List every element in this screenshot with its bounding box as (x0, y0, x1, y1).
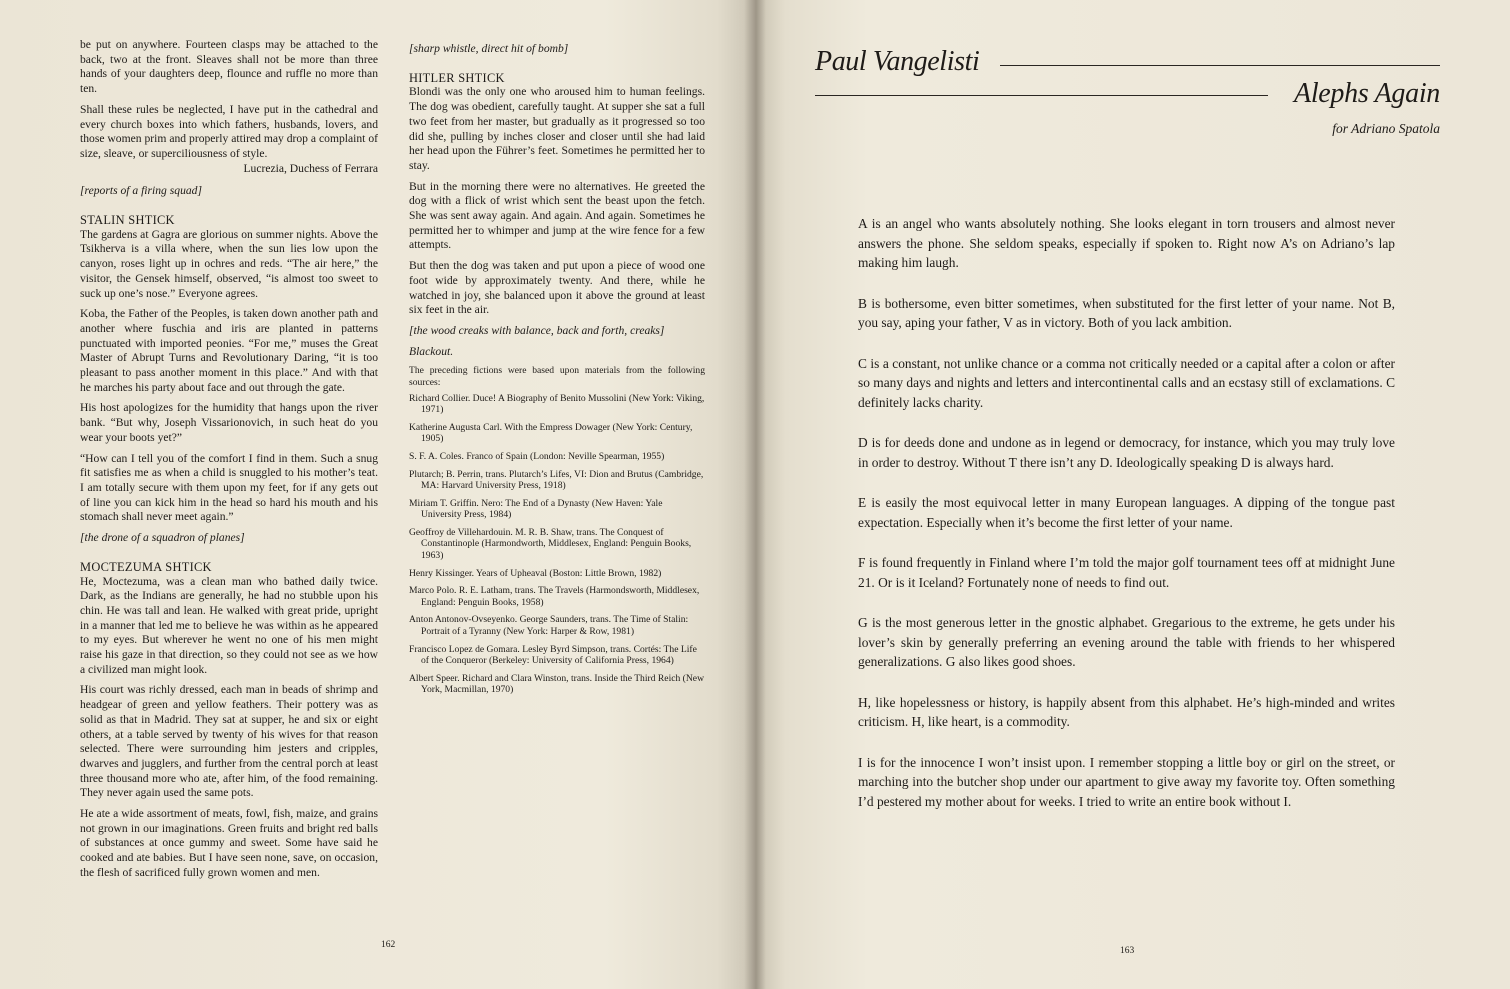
letter-paragraph: A is an angel who wants absolutely nothing. She looks elegant in torn trousers and almost never answers the phone. She seldom speaks, especially if spoken to. Right now A’s on Adriano’s lap making him laugh. (858, 216, 1395, 270)
stage-direction: Blackout. (409, 344, 454, 358)
paragraph: Shall these rules be neglected, I have put in the cathedral and every church boxes into which fathers, husbands, lovers, and those women prim and properly attired may drop a complaint of size, sleave, or superciliousness of style. (80, 102, 378, 160)
stage-direction: [reports of a firing squad] (80, 184, 202, 198)
section-heading-moctezuma: MOCTEZUMA SHTICK (80, 559, 212, 574)
letter-paragraph: F is found frequently in Finland where I’m told the major golf tournament tees off at midnight June 21. Or is it Iceland? Fortunately none of needs to find out. (858, 555, 1395, 590)
paragraph: Koba, the Father of the Peoples, is taken down another path and another where fuschia and iris are planted in patterns punctuated with imported peonies. “For me,” muses the Great Master of Abrupt Turns and Revolutionary Daring, “it is too pleasant to pass another moment in this place.” And with that he marches his party about face and out through the gate. (80, 307, 378, 394)
paragraph: The gardens at Gagra are glorious on summer nights. Above the Tsikherva is a villa where, when the sun lies low upon the canyon, roses light up in ochres and reds. “The air here,” the visitor, the Gensek himself, observed, “is almost too sweet to suck up one’s nose.” Everyone agrees. (80, 227, 378, 300)
sources-list (409, 365, 705, 696)
source-entry: Katherine Augusta Carl. With the Empress Dowager (New York: Century, 1905) (409, 421, 693, 445)
paragraph: But in the morning there were no alternatives. He greeted the dog with a flick of wrist which sent the beast upon the fetch. She was sent away again. And again. And again. Sometimes he permitted her to whimper and jump at the wire fence for a few attempts. (409, 179, 705, 252)
sources-intro: The preceding fictions were based upon materials from the following sources: (409, 365, 705, 388)
source-entry: Anton Antonov-Ovseyenko. George Saunders, trans. The Time of Stalin: Portrait of a Tyranny (New York: Harper & Row, 1981) (409, 614, 689, 638)
source-entry: Marco Polo. R. E. Latham, trans. The Travels (Harmondsworth, Middlesex, England: Penguin Books, 1958) (409, 585, 700, 608)
letter-paragraph: E is easily the most equivocal letter in many European languages. A dipping of the tongue past expectation. Especially when it’s become the first letter of your name. (858, 495, 1395, 530)
source-entry: Plutarch; B. Perrin, trans. Plutarch’s Lifes, VI: Dion and Brutus (Cambridge, MA: Harvard University Press, 1918) (409, 468, 704, 492)
letter-paragraph: B is bothersome, even bitter sometimes, when substituted for the first letter of your name. Not B, you say, aping your father, V as in victory. Both of you lack ambition. (858, 295, 1395, 330)
source-entry: Henry Kissinger. Years of Upheaval (Boston: Little Brown, 1982) (409, 567, 662, 579)
page-number-right: 163 (1120, 946, 1135, 956)
source-entry: Richard Collier. Duce! A Biography of Benito Mussolini (New York: Viking, 1971) (409, 392, 705, 416)
poem-title: Alephs Again (1294, 78, 1440, 109)
paragraph: He ate a wide assortment of meats, fowl, fish, maize, and grains not grown in our imaginations. Green fruits and bright red balls of substances at once gummy and sweet. Some have said he cooked and ate babies. But I have seen none, save, on occasion, the flesh of sacrificed fully grown women and men. (80, 807, 378, 879)
paragraph: He, Moctezuma, was a clean man who bathed daily twice. Dark, as the Indians are generally, he had no stubble upon his chin. He was tall and lean. He walked with great pride, upright in a manner that led me to believe he was within as he appeared to my eyes. But wherever he went no one of his men might raise his gaze in that direction, so they could not see as we how a civilized man might look. (80, 574, 378, 676)
letter-paragraph: H, like hopelessness or history, is happily absent from this alphabet. He’s high-minded and writes criticism. H, like heart, is a commodity. (858, 694, 1395, 729)
paragraph: His host apologizes for the humidity that hangs upon the river bank. “But why, Joseph Vissarionovich, in such heat do you wear your boots yet?” (80, 401, 378, 444)
letter-paragraph: G is the most generous letter in the gnostic alphabet. Gregarious to the extreme, he gets under his lover’s skin by generally preferring an evening around the table with friends to her whispered generalizations. G also likes good shoes. (858, 615, 1395, 669)
alphabet-poem (858, 214, 1395, 832)
title-rule-bottom (815, 95, 1268, 96)
left-column (80, 38, 378, 887)
book-gutter (744, 0, 766, 989)
paragraph: Blondi was the only one who aroused him to human feelings. The dog was obedient, carefully taught. At supper she sat a full two feet from her master, but gradually as it progressed so too did she, pulling by inches closer and closer until she had laid her head upon the Führer’s feet. Sometimes he permitted her to stay. (409, 85, 705, 172)
signature: Lucrezia, Duchess of Ferrara (243, 161, 378, 175)
section-heading-stalin: STALIN SHTICK (80, 213, 175, 228)
section-heading-hitler: HITLER SHTICK (409, 70, 505, 85)
right-column (409, 42, 705, 702)
source-entry: Francisco Lopez de Gomara. Lesley Byrd Simpson, trans. Cortés: The Life of the Conqueror (Berkeley: University of California Press, 1964) (409, 643, 697, 667)
letter-paragraph: C is a constant, not unlike chance or a comma not critically needed or a capital after a colon or after so many days and nights and letters and intercontinental calls and an ecstasy still of exclamations. C definitely lacks charity. (858, 355, 1395, 410)
source-entry: Albert Speer. Richard and Clara Winston, trans. Inside the Third Reich (New York, Macmillan, 1970) (409, 672, 704, 696)
author-name: Paul Vangelisti (815, 46, 980, 77)
source-entry: S. F. A. Coles. Franco of Spain (London: Neville Spearman, 1955) (409, 450, 665, 462)
page-number-left: 162 (381, 940, 396, 950)
stage-direction: [the drone of a squadron of planes] (80, 531, 245, 545)
paragraph: But then the dog was taken and put upon a piece of wood one foot wide by approximately twenty. And there, while he watched in joy, she balanced upon it above the ground at least six feet in the air. (409, 259, 705, 317)
paragraph: His court was richly dressed, each man in beads of shrimp and headgear of green and yellow feathers. Their pottery was as solid as that in Madrid. They sat at supper, he and six or eight others, at a table served by twenty of his wives for that reason selected. There were surrounding him jesters and cripples, dwarves and jugglers, and further from the central porch at least three thousand more who ate, after him, of the food remaining. They never again used the same pots. (80, 683, 378, 800)
dedication: for Adriano Spatola (1332, 121, 1440, 136)
source-entry: Miriam T. Griffin. Nero: The End of a Dynasty (New Haven: Yale University Press, 1984) (409, 497, 663, 521)
paragraph: be put on anywhere. Fourteen clasps may be attached to the back, two at the front. Sleaves shall not be more than three hands of your daughters deep, flounce and ruffle no more than ten. (80, 38, 378, 96)
title-rule-top (1000, 65, 1440, 66)
letter-paragraph: D is for deeds done and undone as in legend or democracy, for instance, which you may truly love in order to destroy. Without T there isn’t any D. Ideologically speaking D is always hard. (858, 435, 1395, 470)
letter-paragraph: I is for the innocence I won’t insist upon. I remember stopping a little boy or girl on the street, or marching into the butcher shop under our apartment to give away my favorite toy. Often something I’d pestered my mother about for weeks. I tried to write an entire book without I. (858, 754, 1395, 809)
stage-direction: [the wood creaks with balance, back and forth, creaks] (409, 323, 665, 337)
stage-direction: [sharp whistle, direct hit of bomb] (409, 42, 569, 55)
paragraph: “How can I tell you of the comfort I find in them. Such a snug fit satisfies me as when a child is snuggled to his mother’s teat. I am totally secure with them upon my feet, for if any gets out of line you can kick him in the head so hard his mouth and his stomach shall never meet again.” (80, 451, 378, 524)
source-entry: Geoffroy de Villehardouin. M. R. B. Shaw, trans. The Conquest of Constantinople (Harmondworth, Middlesex, England: Penguin Books, 1963) (409, 526, 692, 562)
